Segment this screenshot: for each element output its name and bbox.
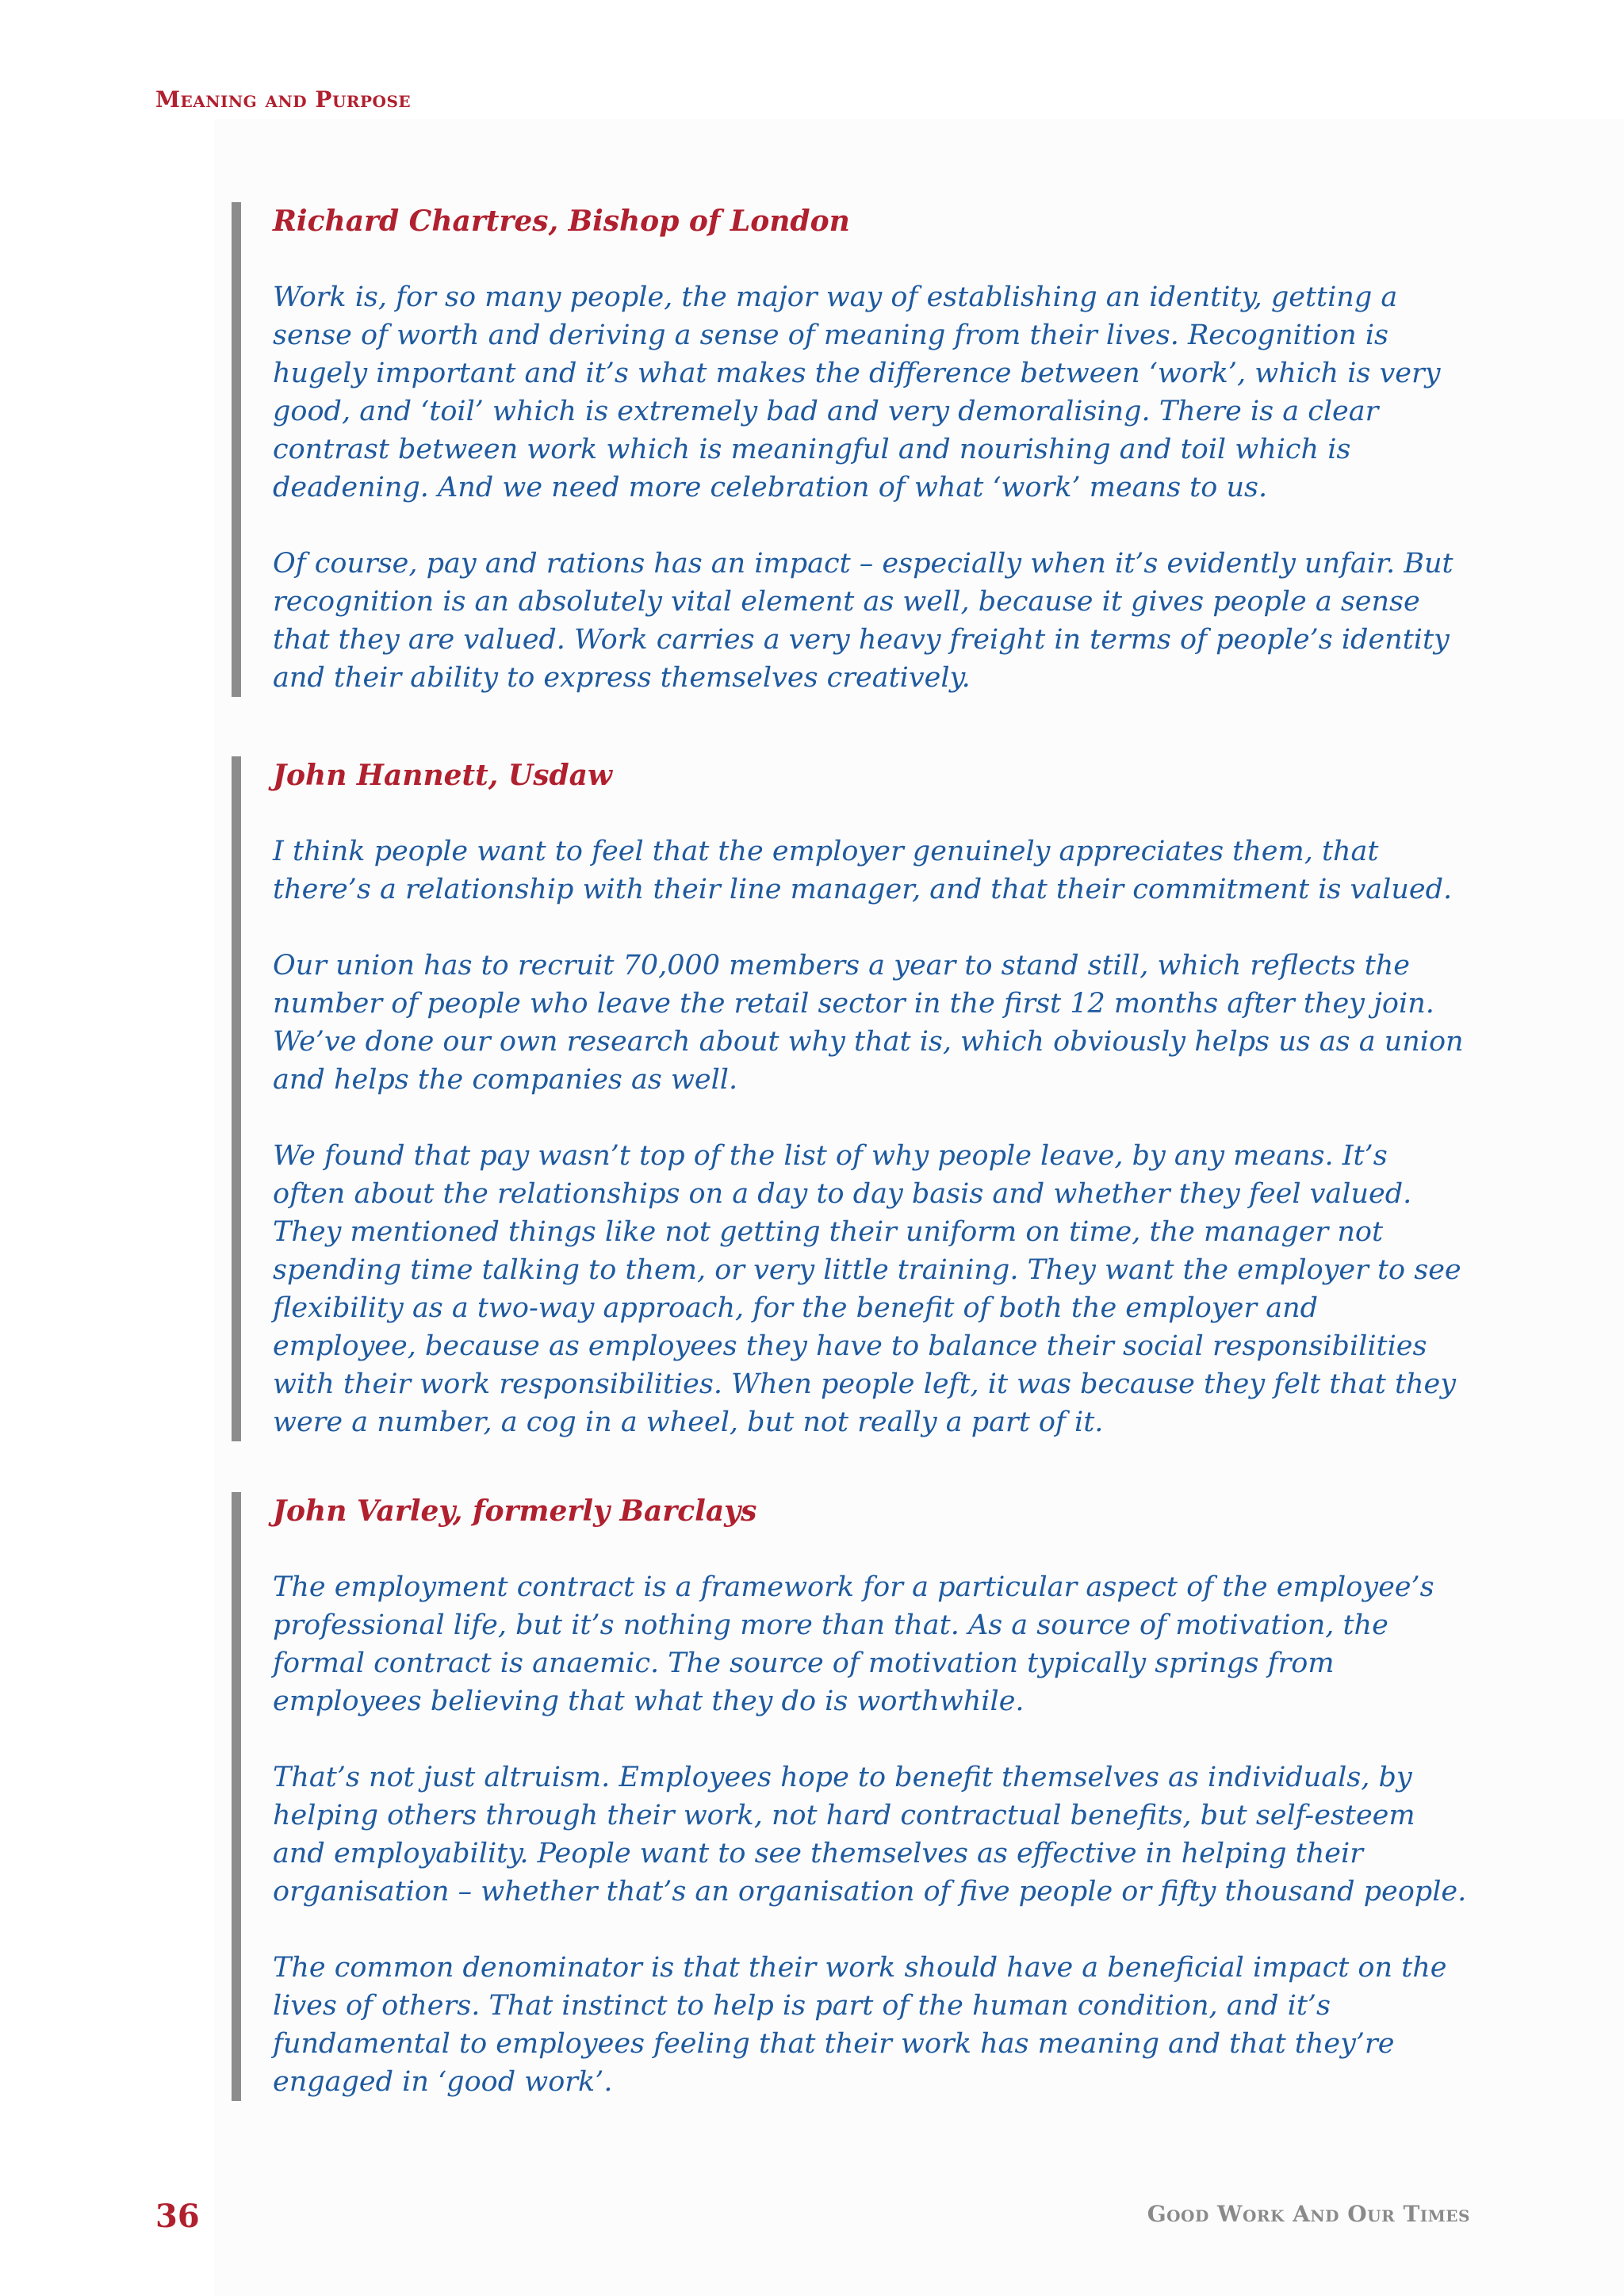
- quote-paragraph: Work is, for so many people, the major way of establishing an identity, getting a sense of worth and deriving a sense of meaning from their lives. Recognition is hugely important and it’s what makes the difference between ‘work’, which is very good, and ‘toil’ which is extremely bad and very demoralising. There is a clear contrast between work which is meaningful and nourishing and toil which is deadening. And we need more celebration of what ‘work’ means to us.: [273, 281, 1441, 503]
- quote-attribution: Richard Chartres, Bishop of London: [273, 205, 850, 238]
- quote-paragraph: The employment contract is a framework for a particular aspect of the employee’s professional life, but it’s nothing more than that. As a source of motivation, the formal contract is anaemic. The source of motivation typically springs from employees believing that what they do is worthwhile.: [273, 1571, 1434, 1717]
- quote-paragraph: The common denominator is that their work should have a beneficial impact on the lives of others. That instinct to help is part of the human condition, and it’s fundamental to employees feeling that their work has meaning and that they’re engaged in ‘good work’.: [273, 1952, 1447, 2098]
- quote-attribution: John Hannett, Usdaw: [273, 759, 612, 792]
- quote-paragraph: We found that pay wasn’t top of the list of why people leave, by any means. It’s often about the relationships on a day to day basis and whether they feel valued. They mentioned things like not getting their uniform on time, the manager not spending time talking to them, or very little training. They want the employer to see flexibility as a two-way approach, for the benefit of both the employer and employee, because as employees they have to balance their social responsibilities with their work responsibilities. When people left, it was because they felt that they were a number, a cog in a wheel, but not really a part of it.: [273, 1140, 1461, 1438]
- quote-paragraph: Of course, pay and rations has an impact – especially when it’s evidently unfair. But recognition is an absolutely vital element as well, because it gives people a sense that they are valued. Work carries a very heavy freight in terms of people’s identity and their ability to express themselves creatively.: [273, 548, 1454, 694]
- page-number: 36: [155, 2198, 200, 2235]
- quote-paragraph: I think people want to feel that the employer genuinely appreciates them, that there’s a relationship with their line manager, and that their commitment is valued.: [273, 836, 1453, 905]
- quote-paragraph: Our union has to recruit 70,000 members a year to stand still, which reflects the number of people who leave the retail sector in the first 12 months after they join. We’ve done our own research about why that is, which obviously helps us as a union and helps the companies as well.: [273, 950, 1464, 1096]
- quote-attribution: John Varley, formerly Barclays: [273, 1494, 757, 1528]
- quote-block-chartres: [232, 202, 1469, 697]
- quote-paragraph: That’s not just altruism. Employees hope to benefit themselves as individuals, by helping others through their work, not hard contractual benefits, but self-esteem and employability. People want to see themselves as effective in helping their organisation – whether that’s an organisation of five people or fifty thousand people.: [273, 1762, 1467, 1908]
- quote-block-hannett: [232, 756, 1469, 1441]
- quote-block-varley: [232, 1492, 1469, 2101]
- running-footer: Good Work And Our Times: [1147, 2201, 1470, 2227]
- running-header: Meaning and Purpose: [155, 86, 412, 113]
